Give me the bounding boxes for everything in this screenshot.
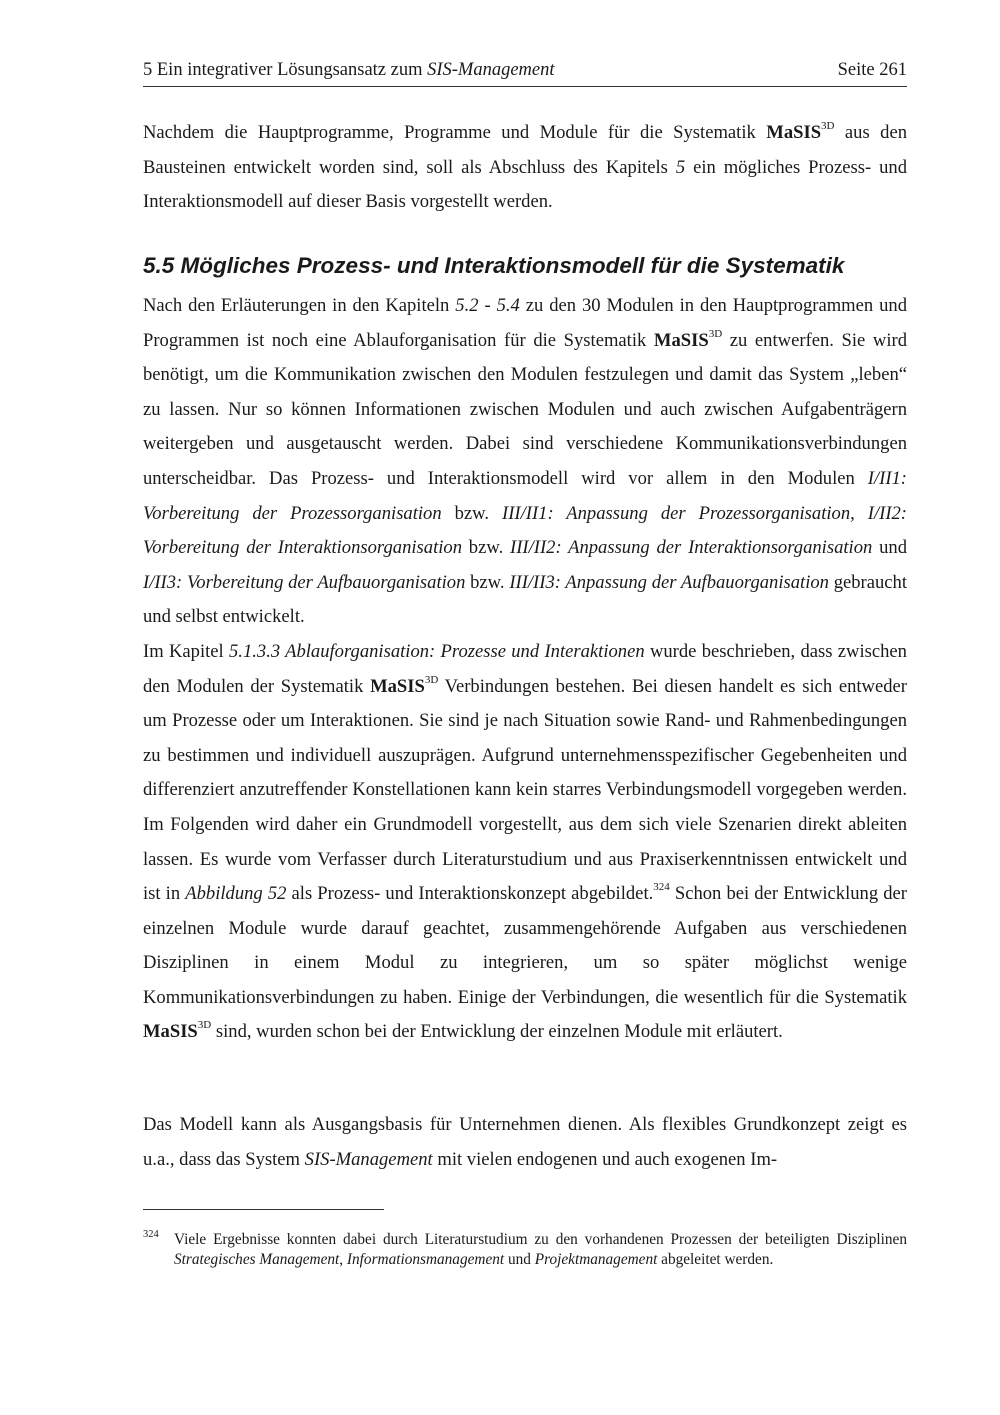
header-chapter-title: 5 Ein integrativer Lösungsansatz zum SIS-Management [143,60,555,80]
header-chapter-italic: SIS-Management [427,60,555,80]
masis-term: MaSIS [143,1021,198,1043]
main-text [143,289,907,1050]
paragraph-process-model: Nach den Erläuterungen in den Kapiteln 5.2 - 5.4 zu den 30 Modulen in den Hauptprogrammen und Programmen ist noch eine Ablauforganisation für die Systematik MaSIS$^{3D}$ zu entwerfen. Sie wird benötigt, um die Kommunikation zwischen den Modulen festzulegen und damit das System „leben“ zu lassen. Nur so können Informationen zwischen Modulen und auch zwischen Aufgabenträgern weitergeben und ausgetauscht werden. Dabei sind verschiedene Kommunikationsverbindungen unterscheidbar. Das Prozess- und Interaktionsmodell wird vor allem in den Modulen I/II1: Vorbereitung der Prozessorganisation bzw. III/II1: Anpassung der Prozessorganisation, I/II2: Vorbereitung der Interaktionsorganisation bzw. III/II2: Anpassung der Interaktionsorganisation und I/II3: Vorbereitung der Aufbauorganisation bzw. III/II3: Anpassung der Aufbauorganisation gebraucht und selbst entwickelt. [143,295,908,628]
paragraph-base-model: Das Modell kann als Ausgangsbasis für Unternehmen dienen. Als flexibles Grundkonzept zeigt es u.a., dass das System SIS-Management mit vielen endogenen und auch exogenen Im- [143,1114,907,1170]
masis-superscript: 3D [424,673,439,686]
masis-superscript: 3D [708,327,723,340]
footnote-text: Viele Ergebnisse konnten dabei durch Literaturstudium zu den vorhandenen Prozessen der beteiligten Disziplinen Strategisches Management, Informationsmanagement und Projektmanagement abgeleitet werden. [174,1231,907,1268]
header-page-number: Seite 261 [837,60,907,80]
footnote-divider [143,1209,384,1210]
section-heading: 5.5 Mögliches Prozess- und Interaktionsmodell für die Systematik [143,253,845,278]
footnote-reference[interactable]: 324 [653,881,670,894]
masis-superscript: 3D [197,1019,212,1032]
footnote [143,1230,907,1270]
header-divider [143,86,907,87]
running-header [143,60,907,86]
intro-paragraph: Nachdem die Hauptprogramme, Programme und Module für die Systematik MaSIS$^{3D}$ aus den Bausteinen entwickelt worden sind, soll als Abschluss des Kapitels 5 ein mögliches Prozess- und Interaktionsmodell auf dieser Basis vorgestellt werden. [143,120,908,213]
paragraph-connections: Im Kapitel 5.1.3.3 Ablauforganisation: Prozesse und Interaktionen wurde beschrieben, dass zwischen den Modulen der Systematik MaSIS$^{3D}$ Verbindungen bestehen. Bei diesen handelt es sich entweder um Prozesse oder um Interaktionen. Sie sind je nach Situation sowie Rand- und Rahmenbedingungen zu bestimmen und individuell auszuprägen. Aufgrund unternehmensspezifischer Gegebenheiten und differenziert anzutreffender Konstellationen kann kein starres Verbindungsmodell vorgegeben werden. Im Folgenden wird daher ein Grundmodell vorgestellt, aus dem sich viele Szenarien direkt ableiten lassen. Es wurde vom Verfasser durch Literaturstudium und aus Praxiserkenntnissen entwickelt und ist in Abbildung 52 als Prozess- und Interaktionskonzept abgebildet.$^{324}$ Schon bei der Entwicklung der einzelnen Module wurde darauf geachtet, zusammengehörende Aufgaben aus verschiedenen Disziplinen in einem Modul zu integrieren, um so später möglichst wenige Kommunikationsverbindungen zu haben. Einige der Verbindungen, die wesentlich für die Systematik MaSIS$^{3D}$ sind, wurden schon bei der Entwicklung der einzelnen Module mit erläutert. [143,640,907,1043]
masis-term: MaSIS [766,122,822,143]
footnote-number: 324 [143,1229,159,1240]
masis-superscript: 3D [821,120,835,132]
masis-term: MaSIS [653,329,709,351]
masis-term: MaSIS [370,675,425,697]
